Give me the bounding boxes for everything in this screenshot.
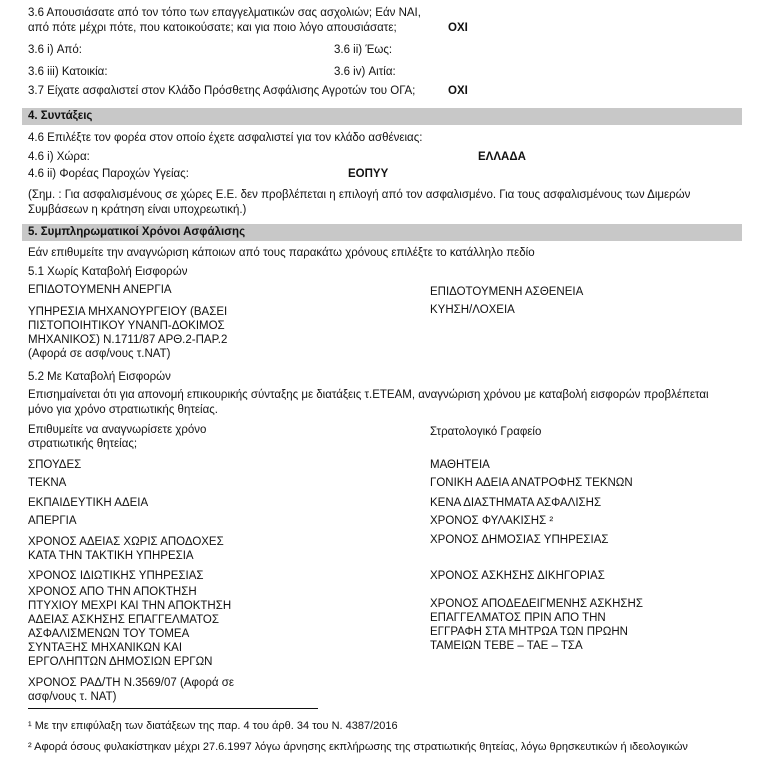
option-fylakisi[interactable]: ΧΡΟΝΟΣ ΦΥΛΑΚΙΣΗΣ ² [430, 515, 554, 527]
option-rad-ti[interactable]: ΧΡΟΝΟΣ ΡΑΔ/ΤΗ Ν.3569/07 (Αφορά σε ασφ/νους τ. ΝΑΤ) [28, 677, 234, 703]
option-kena-diastimata[interactable]: ΚΕΝΑ ΔΙΑΣΤΗΜΑΤΑ ΑΣΦΑΛΙΣΗΣ [430, 497, 602, 509]
section-5-header: 5. Συμπληρωματικοί Χρόνοι Ασφάλισης [22, 224, 742, 241]
option-dimosia-ypiresia[interactable]: ΧΡΟΝΟΣ ΔΗΜΟΣΙΑΣ ΥΠΗΡΕΣΙΑΣ [430, 534, 609, 546]
footnote-1: ¹ Με την επιφύλαξη των διατάξεων της παρ. 4 του άρθ. 34 του Ν. 4387/2016 [28, 720, 398, 732]
option-mathiteia[interactable]: ΜΑΘΗΤΕΙΑ [430, 459, 490, 471]
option-ypiresia-mixanourgeiou[interactable]: ΥΠΗΡΕΣΙΑ ΜΗΧΑΝΟΥΡΓΕΙΟΥ (ΒΑΣΕΙ ΠΙΣΤΟΠΟΙΗΤΙΚΟΥ ΥΝΑΝΠ-ΔΟΚΙΜΟΣ ΜΗΧΑΝΙΚΟΣ) Ν.1711/87 ΑΡΘ.2-ΠΑΡ.2 (Αφορά σε ασφ/νους τ.ΝΑΤ) [28, 306, 228, 360]
option-apodedeigmeni-askisi[interactable]: ΧΡΟΝΟΣ ΑΠΟΔΕΔΕΙΓΜΕΝΗΣ ΑΣΚΗΣΗΣ ΕΠΑΓΓΕΛΜΑΤΟΣ ΠΡΙΝ ΑΠΟ ΤΗΝ ΕΓΓΡΑΦΗ ΣΤΑ ΜΗΤΡΩΑ ΤΩΝ ΠΡΩΗΝ ΤΑΜΕΙΩΝ ΤΕΒΕ – ΤΑΕ – ΤΣΑ [430, 598, 643, 652]
q36-line1: 3.6 Απουσιάσατε από τον τόπο των επαγγελματικών σας ασχολιών; Εάν ΝΑΙ, [28, 7, 421, 19]
s51-heading: 5.1 Χωρίς Καταβολή Εισφορών [28, 266, 188, 278]
footnote-divider [28, 708, 318, 709]
q46i-label: 4.6 i) Χώρα: [28, 151, 90, 163]
q36ii-label: 3.6 ii) Έως: [334, 44, 393, 56]
option-goniki-adeia[interactable]: ΓΟΝΙΚΗ ΑΔΕΙΑ ΑΝΑΤΡΟΦΗΣ ΤΕΚΝΩΝ [430, 477, 633, 489]
q46i-value[interactable]: ΕΛΛΑΔΑ [478, 151, 526, 163]
s52-note-line1: Επισημαίνεται ότι για απονομή επικουρικής σύνταξης με διατάξεις τ.ΕΤΕΑΜ, αναγνώριση χρόνου με καταβολή εισφορών προβλέπεται [28, 389, 709, 401]
s4-note-line2: Συμβάσεων η κράτηση είναι υποχρεωτική.) [28, 204, 247, 216]
q36iii-label: 3.6 iii) Κατοικία: [28, 66, 108, 78]
option-ekpaideutiki-adeia[interactable]: ΕΚΠΑΙΔΕΥΤΙΚΗ ΑΔΕΙΑ [28, 497, 149, 509]
q46-label: 4.6 Επιλέξτε τον φορέα στον οποίο έχετε ασφαλιστεί για τον κλάδο ασθένειας: [28, 132, 423, 144]
section-4-header: 4. Συντάξεις [22, 108, 742, 125]
option-spoudes[interactable]: ΣΠΟΥΔΕΣ [28, 459, 82, 471]
q36-line2: από πότε μέχρι πότε, που κατοικούσατε; και για ποιο λόγο απουσιάσατε; [28, 22, 397, 34]
stratologiko-grafeio-label[interactable]: Στρατολογικό Γραφείο [430, 426, 542, 438]
option-askisi-dikigorias[interactable]: ΧΡΟΝΟΣ ΑΣΚΗΣΗΣ ΔΙΚΗΓΟΡΙΑΣ [430, 570, 605, 582]
q46ii-value[interactable]: ΕΟΠΥΥ [348, 168, 389, 180]
s52-heading: 5.2 Με Καταβολή Εισφορών [28, 371, 171, 383]
option-epidotoumeni-anergia[interactable]: ΕΠΙΔΟΤΟΥΜΕΝΗ ΑΝΕΡΓΙΑ [28, 284, 172, 296]
s52-note-line2: μόνο για χρόνο στρατιωτικής θητείας. [28, 404, 218, 416]
option-adeia-xoris-apodoxes[interactable]: ΧΡΟΝΟΣ ΑΔΕΙΑΣ ΧΩΡΙΣ ΑΠΟΔΟΧΕΣ ΚΑΤΑ ΤΗΝ ΤΑΚΤΙΚΗ ΥΠΗΡΕΣΙΑ [28, 536, 224, 562]
q37-label: 3.7 Είχατε ασφαλιστεί στον Κλάδο Πρόσθετης Ασφάλισης Αγροτών του ΟΓΑ; [28, 85, 416, 97]
option-stratiotiki-thiteia[interactable]: Επιθυμείτε να αναγνωρίσετε χρόνο στρατιωτικής θητείας; [28, 424, 207, 450]
option-epidotoumeni-astheneia[interactable]: ΕΠΙΔΟΤΟΥΜΕΝΗ ΑΣΘΕΝΕΙΑ [430, 286, 584, 298]
s5-intro: Εάν επιθυμείτε την αναγνώριση κάποιων από τους παρακάτω χρόνους επιλέξτε το κατάλληλο πεδίο [28, 247, 535, 259]
option-apergia[interactable]: ΑΠΕΡΓΙΑ [28, 515, 77, 527]
q37-value[interactable]: ΟΧΙ [448, 85, 468, 97]
q36-value[interactable]: ΟΧΙ [448, 22, 468, 34]
q46ii-label: 4.6 ii) Φορέας Παροχών Υγείας: [28, 168, 189, 180]
option-idiotiki-ypiresia[interactable]: ΧΡΟΝΟΣ ΙΔΙΩΤΙΚΗΣ ΥΠΗΡΕΣΙΑΣ [28, 570, 204, 582]
q36i-label: 3.6 i) Από: [28, 44, 82, 56]
option-ptyxio-adeia-askisis[interactable]: ΧΡΟΝΟΣ ΑΠΟ ΤΗΝ ΑΠΟΚΤΗΣΗ ΠΤΥΧΙΟΥ ΜΕΧΡΙ ΚΑΙ ΤΗΝ ΑΠΟΚΤΗΣΗ ΑΔΕΙΑΣ ΑΣΚΗΣΗΣ ΕΠΑΓΓΕΛΜΑΤΟΣ ΑΣΦΑΛΙΣΜΕΝΩΝ ΤΟΥ ΤΟΜΕΑ ΣΥΝΤΑΞΗΣ ΜΗΧΑΝΙΚΩΝ ΚΑΙ ΕΡΓΟΛΗΠΤΩΝ ΔΗΜΟΣΙΩΝ ΕΡΓΩΝ [28, 586, 232, 668]
option-kyisi-loxeia[interactable]: ΚΥΗΣΗ/ΛΟΧΕΙΑ [430, 304, 515, 316]
s4-note-line1: (Σημ. : Για ασφαλισμένους σε χώρες Ε.Ε. δεν προβλέπεται η επιλογή από τον ασφαλισμένο. Για τους ασφαλισμένους των Διμερών [28, 189, 691, 201]
option-tekna[interactable]: ΤΕΚΝΑ [28, 477, 67, 489]
footnote-2: ² Αφορά όσους φυλακίστηκαν μέχρι 27.6.1997 λόγω άρνησης εκπλήρωσης της στρατιωτικής θητείας, λόγω θρησκευτικών ή ιδεολογικών [28, 741, 688, 753]
q36iv-label: 3.6 iv) Αιτία: [334, 66, 396, 78]
